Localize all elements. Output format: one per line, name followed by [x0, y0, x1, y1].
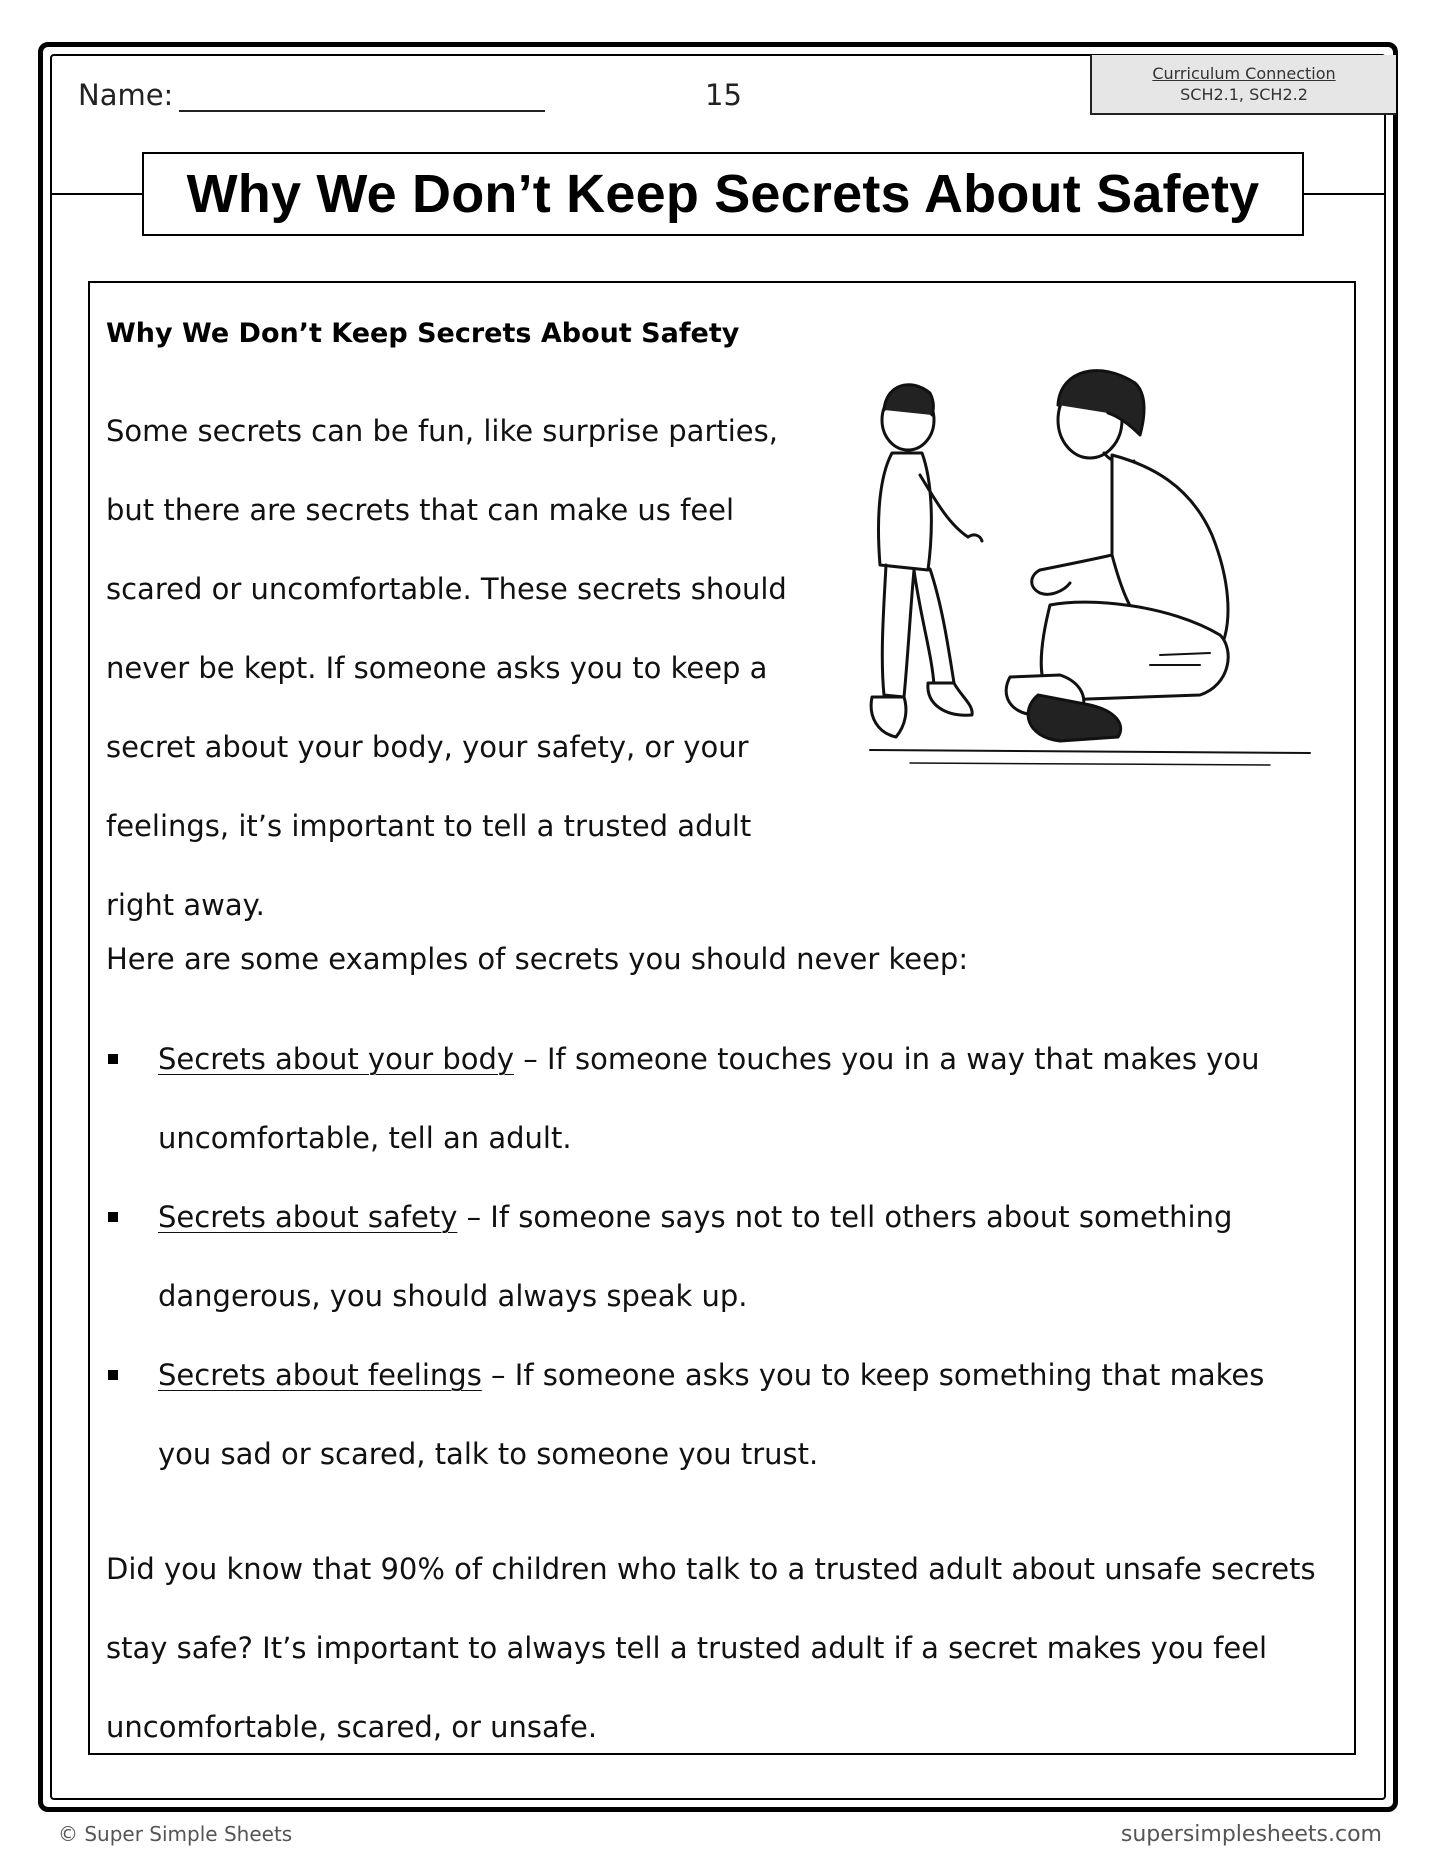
list-item-continuation: you sad or scared, talk to someone you trust. [158, 1437, 819, 1471]
closing-line: Did you know that 90% of children who talk to a trusted adult about unsafe secrets [106, 1552, 1316, 1586]
square-bullet-icon [108, 1054, 118, 1064]
section-heading: Why We Don’t Keep Secrets About Safety [106, 318, 740, 349]
curriculum-connection-title: Curriculum Connection [1152, 64, 1336, 83]
list-item-line [158, 1336, 1336, 1415]
title-rule-left [50, 193, 142, 195]
list-item-term: Secrets about safety [158, 1200, 458, 1234]
name-blank-line[interactable] [179, 84, 545, 112]
list-item-line [158, 1178, 1336, 1257]
list-item [106, 1178, 1336, 1336]
closing-paragraph [106, 1530, 1346, 1767]
examples-list [106, 1020, 1336, 1494]
closing-line: stay safe? It’s important to always tell a trusted adult if a secret makes you feel [106, 1631, 1268, 1665]
intro-line: secret about your body, your safety, or your [106, 730, 749, 764]
list-item [106, 1336, 1336, 1494]
list-item-line [158, 1020, 1336, 1099]
square-bullet-icon [108, 1212, 118, 1222]
intro-line: but there are secrets that can make us feel [106, 493, 735, 527]
name-label: Name: [78, 78, 174, 112]
curriculum-connection-codes: SCH2.1, SCH2.2 [1180, 85, 1308, 104]
square-bullet-icon [108, 1370, 118, 1380]
title-rule-right [1304, 193, 1386, 195]
page-title: Why We Don’t Keep Secrets About Safety [186, 164, 1260, 224]
intro-line: never be kept. If someone asks you to keep a [106, 651, 768, 685]
list-item-text: – If someone touches you in a way that makes you [514, 1042, 1260, 1076]
name-field [78, 78, 545, 112]
title-box [142, 152, 1304, 236]
curriculum-connection-box [1090, 55, 1396, 115]
intro-line: Some secrets can be fun, like surprise parties, [106, 414, 778, 448]
intro-line: scared or uncomfortable. These secrets should [106, 572, 787, 606]
list-item-term: Secrets about feelings [158, 1358, 482, 1392]
child-and-adult-illustration [850, 365, 1320, 775]
list-item-continuation: uncomfortable, tell an adult. [158, 1121, 572, 1155]
list-item-text: – If someone asks you to keep something that makes [481, 1358, 1265, 1392]
closing-line: uncomfortable, scared, or unsafe. [106, 1710, 598, 1744]
intro-paragraph [106, 392, 826, 945]
page-number: 15 [705, 78, 742, 112]
intro-line: feelings, it’s important to tell a trusted adult [106, 809, 752, 843]
list-item-text: – If someone says not to tell others about something [457, 1200, 1233, 1234]
footer-website[interactable]: supersimplesheets.com [1120, 1822, 1382, 1847]
list-item [106, 1020, 1336, 1178]
list-item-continuation: dangerous, you should always speak up. [158, 1279, 748, 1313]
footer-copyright: © Super Simple Sheets [58, 1822, 293, 1846]
intro-line: right away. [106, 888, 265, 922]
list-item-term: Secrets about your body [158, 1042, 515, 1076]
examples-intro: Here are some examples of secrets you should never keep: [106, 942, 969, 976]
